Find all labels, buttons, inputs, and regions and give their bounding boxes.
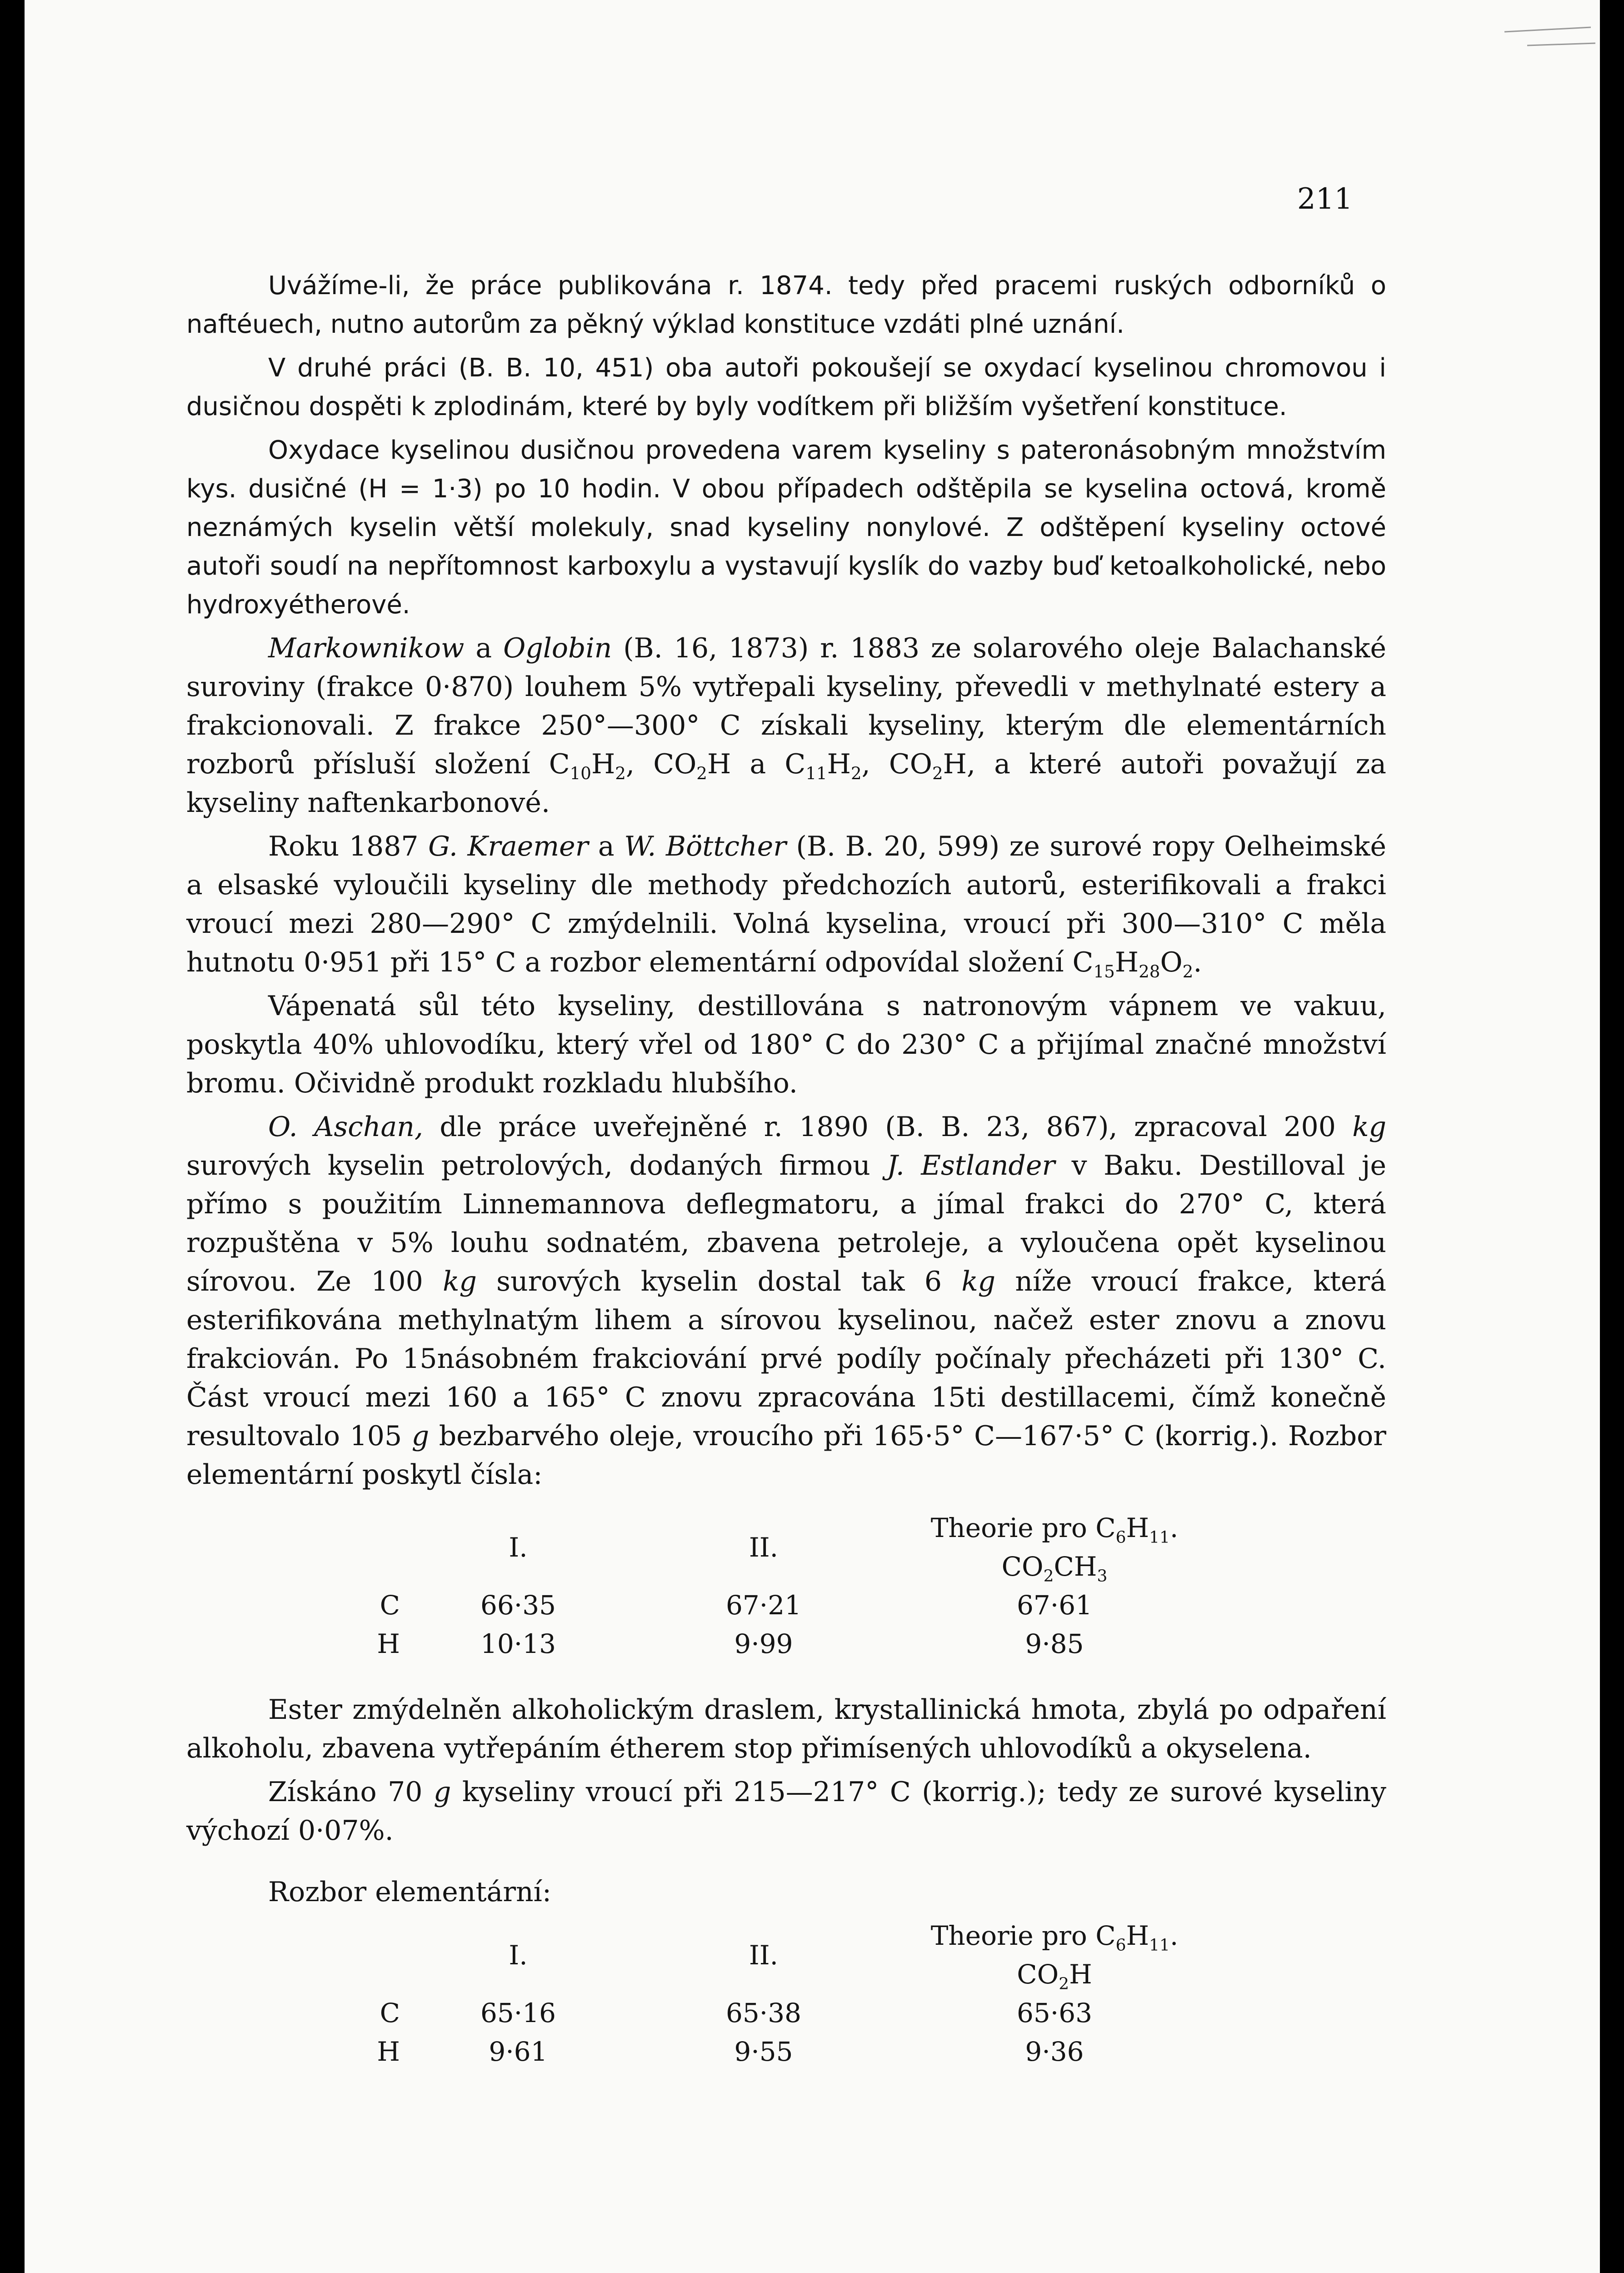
table-row [186, 1994, 1218, 2033]
paragraph-9 [186, 1773, 1386, 1850]
text-segment: a [588, 831, 625, 862]
analysis-table-2 [186, 1917, 1218, 2071]
text-segment: H a C [707, 748, 806, 780]
subscript: 2 [1059, 1974, 1069, 1993]
author-name: O. Aschan, [268, 1111, 423, 1143]
paragraph-7 [186, 1108, 1386, 1494]
text-segment: . [1193, 946, 1202, 978]
subscript: 11 [1149, 1528, 1170, 1547]
text-segment: H, a které autoři považují za kyseliny naftenkarbonové. [186, 748, 1386, 819]
table-header-theory [891, 1509, 1218, 1586]
body-text [186, 266, 1386, 2098]
text-segment: , CO [861, 748, 932, 780]
subscript: 2 [1043, 1567, 1054, 1586]
unit: g [411, 1420, 430, 1452]
text-segment: Theorie pro C [930, 1512, 1116, 1543]
table-header: I. [509, 1532, 528, 1563]
author-name: W. Böttcher [624, 831, 786, 862]
table-header [186, 1509, 400, 1586]
paragraph-5 [186, 827, 1386, 982]
paragraph-8: Ester zmýdelněn alkoholickým draslem, krystallinická hmota, zbylá po odpaření alkoholu, zbavena vytřepáním étherem stop přimísených uhlovodíků a okyselena. [186, 1694, 1386, 1764]
table-row [186, 1586, 1218, 1625]
unit: kg [1352, 1111, 1387, 1143]
text-segment: níže vroucí frakce, která esterifikována methylnatým lihem a sírovou kyselinou, načež ester znovu a znovu frakciován. Po 15násobném frakciování prvé podíly počínaly přecházeti při 130° C. Část vroucí mezi 160 a 165° C znovu zpracována 15ti destillacemi, čímž konečně resultovalo 105 [186, 1266, 1386, 1452]
subscript: 2 [615, 763, 626, 783]
text-segment: bezbarvého oleje, vroucího při 165·5° C—167·5° C (korrig.). Rozbor elementární poskytl čísla: [186, 1420, 1386, 1491]
paragraph-3: Oxydace kyselinou dusičnou provedena varem kyseliny s pateronásobným množstvím kys. dusičné (H = 1·3) po 10 hodin. V obou případech odštěpila se kyselina octová, kromě neznámých kyselin větší molekuly, snad kyseliny nonylové. Z odštěpení kyseliny octové autoři soudí na nepřítomnost karboxylu a vystavují kyslík do vazby buď ketoalkoholické, nebo hydroxyétherové. [186, 436, 1386, 620]
subscript: 3 [1097, 1567, 1108, 1586]
author-name: Markownikow [268, 632, 465, 664]
subscript: 2 [850, 763, 862, 783]
scan-edge-mark [1500, 18, 1600, 59]
paragraph-1: Uvážíme-li, že práce publikována r. 1874. tedy před pracemi ruských odborníků o naftéuech, nutno autorům za pěkný výklad konstituce vzdáti plné uznání. [186, 271, 1386, 339]
table-cell: 66·35 [480, 1590, 556, 1621]
text-segment: (B. B. 20, 599) ze surové ropy Oelheimské a elsaské vyloučili kyseliny dle methody předchozích autorů, esterifikovali a frakci vroucí mezi 280—290° C zmýdelnili. Volná kyselina, vroucí při 300—310° C měla hutnotu 0·951 při 15° C a rozbor elementární odpovídal složení C [186, 831, 1387, 978]
subscript: 2 [696, 763, 707, 783]
table-cell: 9·55 [734, 2036, 793, 2067]
table-cell: 65·63 [1016, 1998, 1093, 2028]
text-segment: surových kyselin dostal tak 6 [476, 1266, 962, 1297]
text-segment: H [591, 748, 615, 780]
text-segment: Theorie pro C [930, 1920, 1116, 1951]
author-name: J. Estlander [887, 1150, 1055, 1182]
subscript: 11 [1149, 1936, 1170, 1955]
table-cell: 9·85 [1025, 1628, 1084, 1659]
table-header: I. [509, 1939, 528, 1971]
table-header [186, 1917, 400, 1994]
author-name: G. Kraemer [428, 831, 589, 862]
text-segment: dle práce uveřejněné r. 1890 (B. B. 23, 867), zpracoval 200 [423, 1111, 1353, 1143]
text-segment: kyseliny vroucí při 215—217° C (korrig.); tedy ze surové kyseliny výchozí 0·07%. [186, 1776, 1386, 1847]
subscript: 6 [1115, 1936, 1126, 1955]
subscript: 6 [1115, 1528, 1126, 1547]
text-segment: O [1160, 946, 1183, 978]
table-header-row [186, 1509, 1218, 1586]
text-segment: Získáno 70 [268, 1776, 434, 1808]
table-header-row [186, 1917, 1218, 1994]
unit: kg [961, 1266, 996, 1297]
table-row [186, 2033, 1218, 2071]
subscript: 2 [1182, 961, 1194, 981]
table-cell: H [377, 1628, 400, 1659]
paragraph-2: V druhé práci (B. B. 10, 451) oba autoři pokoušejí se oxydací kyselinou chromovou i dusičnou dospěti k zplodinám, které by byly vodítkem při bližším vyšetření konstituce. [186, 353, 1386, 421]
subscript: 15 [1093, 961, 1115, 981]
table-cell: 65·16 [480, 1998, 556, 2028]
table-cell: 9·36 [1025, 2036, 1084, 2067]
text-segment: v Baku. Destilloval je přímo s použitím Linnemannova deflegmatoru, a jímal frakci do 270° C, která rozpuštěna v 5% louhu sodnatém, zbavena petroleje, a vyloučena opět kyselinou sírovou. Ze 100 [186, 1150, 1387, 1297]
table-cell: 10·13 [480, 1628, 556, 1659]
table-header-theory [891, 1917, 1218, 1994]
table-cell: C [380, 1590, 400, 1621]
table-cell: 67·61 [1016, 1590, 1093, 1621]
text-segment: CH [1054, 1551, 1097, 1582]
paragraph-4 [186, 629, 1386, 822]
table-cell: H [377, 2036, 400, 2067]
unit: g [433, 1776, 451, 1808]
document-page [25, 0, 1600, 2273]
page-number: 211 [1297, 182, 1353, 216]
table-cell: 9·61 [489, 2036, 548, 2067]
text-segment: , CO [625, 748, 697, 780]
table-row [186, 1625, 1218, 1663]
table-cell: C [380, 1998, 400, 2028]
text-segment: Roku 1887 [268, 831, 429, 862]
text-segment: . CO [1001, 1512, 1179, 1582]
text-segment: H [827, 748, 851, 780]
subscript: 10 [570, 763, 591, 783]
subscript: 11 [805, 763, 827, 783]
table-cell: 65·38 [725, 1998, 802, 2028]
text-segment: . CO [1017, 1920, 1179, 1990]
paragraph-10: Rozbor elementární: [268, 1876, 552, 1908]
paragraph-6: Vápenatá sůl této kyseliny, destillována s natronovým vápnem ve vakuu, poskytla 40% uhlovodíku, který vřel od 180° C do 230° C a přijímal značné množství bromu. Očividně produkt rozkladu hlubšího. [186, 990, 1386, 1099]
text-segment: H [1069, 1959, 1092, 1990]
table-cell: 67·21 [725, 1590, 802, 1621]
text-segment: H [1126, 1512, 1149, 1543]
text-segment: H [1126, 1920, 1149, 1951]
text-segment: a [464, 632, 504, 664]
text-segment: H [1114, 946, 1139, 978]
subscript: 2 [932, 763, 943, 783]
subscript: 28 [1139, 961, 1160, 981]
table-cell: 9·99 [734, 1628, 793, 1659]
author-name: Oglobin [503, 632, 612, 664]
table-header: II. [749, 1532, 779, 1563]
text-segment: surových kyselin petrolových, dodaných firmou [186, 1150, 887, 1182]
text-segment: (B. 16, 1873) r. 1883 ze solarového oleje Balachanské suroviny (frakce 0·870) louhem 5% vytřepali kyseliny, převedli v methylnaté estery a frakcionovali. Z frakce 250°—300° C získali kyseliny, kterým dle elementárních rozborů přísluší složení C [186, 632, 1386, 780]
unit: kg [443, 1266, 477, 1297]
table-header: II. [749, 1939, 779, 1971]
analysis-table-1 [186, 1509, 1218, 1663]
